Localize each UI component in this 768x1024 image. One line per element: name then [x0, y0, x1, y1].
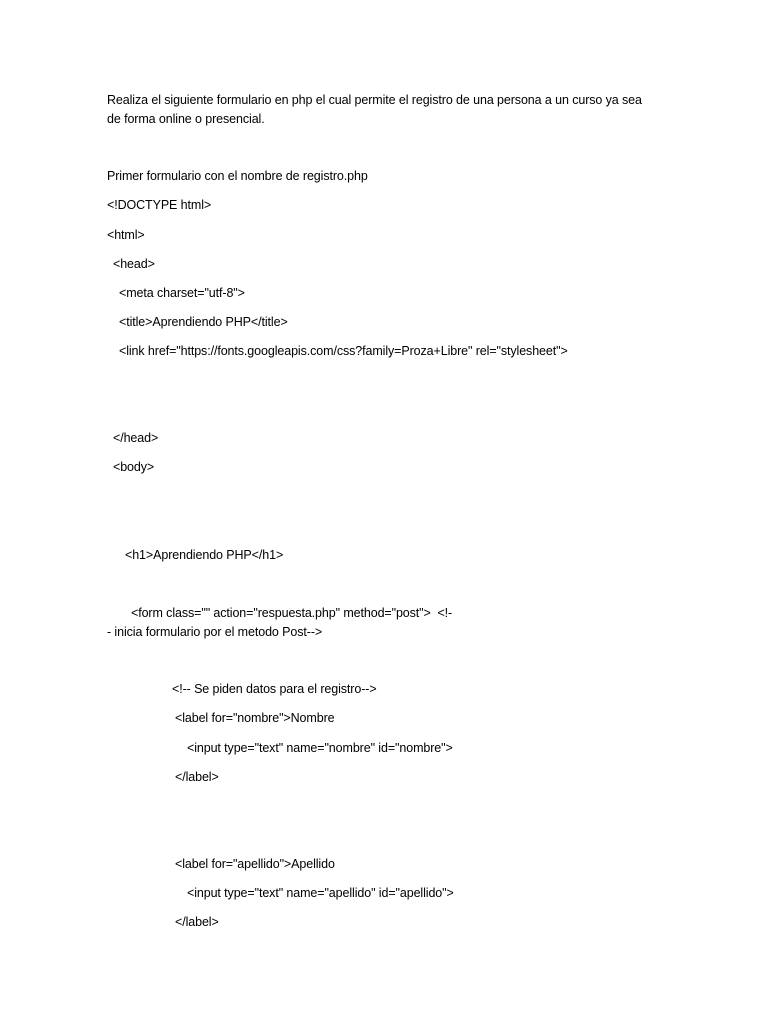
- code-body-open: <body>: [113, 460, 155, 474]
- code-form-open-2: - inicia formulario por el metodo Post-->: [107, 625, 323, 639]
- code-label-nombre-open: <label for="nombre">Nombre: [175, 711, 335, 725]
- code-input-apellido: <input type="text" name="apellido" id="apellido">: [187, 886, 454, 900]
- code-meta: <meta charset="utf-8">: [119, 286, 245, 300]
- code-label-nombre-close: </label>: [175, 770, 219, 784]
- intro-line-2: de forma online o presencial.: [107, 112, 265, 126]
- code-h1: <h1>Aprendiendo PHP</h1>: [125, 548, 284, 562]
- code-label-apellido-open: <label for="apellido">Apellido: [175, 857, 335, 871]
- code-comment: <!-- Se piden datos para el registro-->: [172, 682, 377, 696]
- code-head-open: <head>: [113, 257, 155, 271]
- code-label-apellido-close: </label>: [175, 915, 219, 929]
- code-html-open: <html>: [107, 228, 145, 242]
- code-link: <link href="https://fonts.googleapis.com/css?family=Proza+Libre" rel="stylesheet">: [119, 344, 568, 358]
- intro-line-1: Realiza el siguiente formulario en php el cual permite el registro de una persona a un curso ya sea: [107, 93, 642, 107]
- code-form-open-1: <form class="" action="respuesta.php" method="post"> <!-: [131, 606, 453, 620]
- code-doctype: <!DOCTYPE html>: [107, 198, 212, 212]
- code-title: <title>Aprendiendo PHP</title>: [119, 315, 288, 329]
- subtitle: Primer formulario con el nombre de registro.php: [107, 169, 368, 183]
- code-input-nombre: <input type="text" name="nombre" id="nombre">: [187, 741, 453, 755]
- code-head-close: </head>: [113, 431, 159, 445]
